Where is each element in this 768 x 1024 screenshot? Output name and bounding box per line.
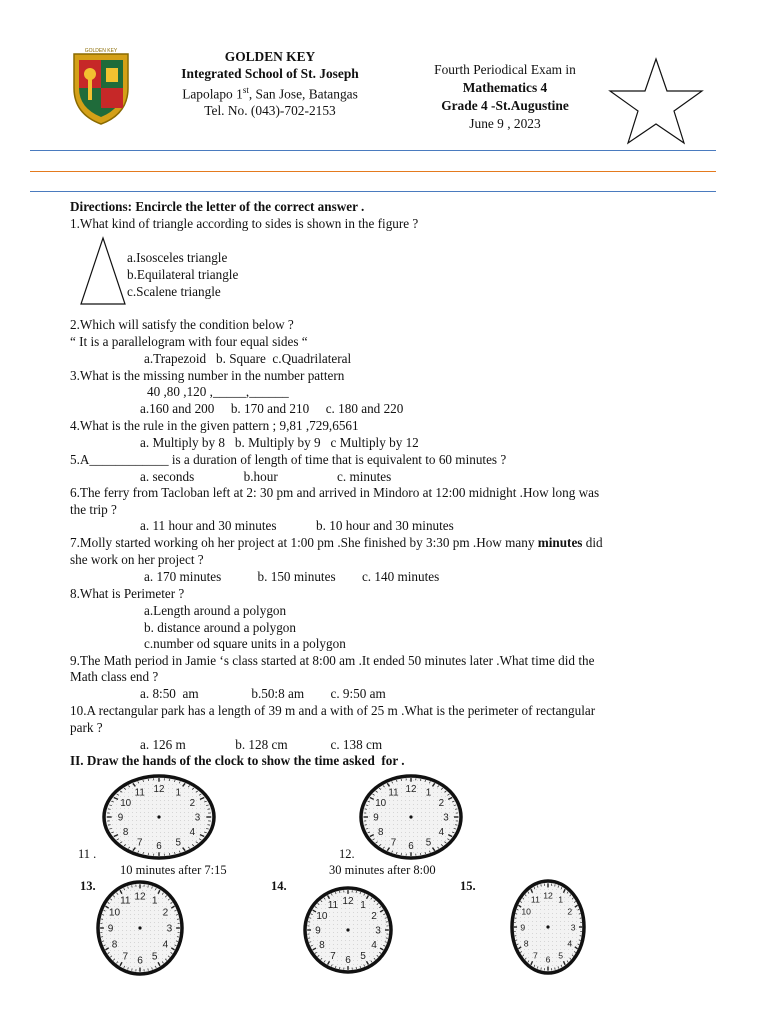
clock-numeral-1: 1 — [360, 900, 366, 912]
clock-numeral-6: 6 — [345, 954, 351, 966]
clock-numeral-3: 3 — [570, 922, 576, 933]
question-10-cont: park ? — [70, 720, 103, 735]
clock-numeral-1: 1 — [558, 894, 563, 905]
clock-face-11[interactable] — [100, 772, 218, 862]
clock-face-13[interactable] — [94, 878, 186, 978]
clock-numeral-9: 9 — [117, 812, 124, 824]
logo-text: GOLDEN KEY — [84, 48, 118, 54]
clock-numeral-4: 4 — [189, 826, 196, 838]
question-10: 10.A rectangular park has a length of 39 m and a with of 25 m .What is the perimeter of rectangular — [70, 703, 596, 718]
clock-numeral-8: 8 — [523, 938, 529, 949]
clock-numeral-10: 10 — [375, 798, 387, 810]
clock-numeral-7: 7 — [330, 950, 336, 962]
q2-choices: a.Trapezoid b. Square c.Quadrilateral — [144, 351, 352, 366]
clock-numeral-2: 2 — [438, 798, 445, 810]
clock-numeral-8: 8 — [377, 826, 384, 838]
clock-numeral-5: 5 — [558, 950, 563, 961]
clock-numeral-6: 6 — [156, 841, 162, 853]
clock-numeral-10: 10 — [108, 907, 121, 919]
clock-numeral-6: 6 — [545, 954, 551, 965]
clock-numeral-7: 7 — [137, 837, 143, 849]
question-4: 4.What is the rule in the given pattern ; 9,81 ,729,6561 — [70, 418, 359, 433]
clock-numeral-3: 3 — [166, 923, 173, 935]
question-3: 3.What is the missing number in the number pattern — [70, 368, 345, 383]
question-9-cont: Math class end ? — [70, 669, 159, 684]
rule-line-blue-bottom — [30, 191, 716, 192]
question-6: 6.The ferry from Tacloban left at 2: 30 pm and arrived in Mindoro at 12:00 midnight .How long was — [70, 485, 600, 500]
clock-center-dot — [346, 928, 349, 931]
q1-choice-b: b.Equilateral triangle — [127, 267, 239, 282]
question-2: 2.Which will satisfy the condition below ? — [70, 317, 294, 332]
school-logo — [70, 48, 132, 126]
clock-number-14: 14. — [271, 879, 287, 893]
clock-numeral-5: 5 — [151, 951, 158, 963]
clock-numeral-10: 10 — [120, 798, 132, 810]
q4-choices: a. Multiply by 8 b. Multiply by 9 c Multiply by 12 — [140, 435, 419, 450]
q5-choices: a. seconds b.hour c. minutes — [140, 469, 392, 484]
exam-date: June 9 , 2023 — [469, 116, 541, 131]
clock-numeral-2: 2 — [371, 910, 377, 922]
clock-numeral-11: 11 — [134, 787, 145, 799]
school-subtitle: Integrated School of St. Joseph — [181, 66, 359, 81]
school-phone: Tel. No. (043)-702-2153 — [204, 103, 336, 119]
clock-numeral-4: 4 — [371, 940, 377, 952]
clock-numeral-2: 2 — [567, 906, 573, 917]
clock-numeral-1: 1 — [175, 787, 181, 799]
q7-pre: 7.Molly started working oh her project at 1:00 pm .She finished by 3:30 pm .How many — [70, 535, 538, 550]
clock-numeral-5: 5 — [425, 837, 432, 849]
clock-numeral-11: 11 — [388, 787, 399, 799]
clock-numeral-12: 12 — [342, 896, 354, 908]
exam-subject: Mathematics 4 — [462, 80, 548, 95]
q1-choice-c: c.Scalene triangle — [127, 284, 221, 299]
clock-numeral-10: 10 — [316, 910, 328, 922]
triangle-figure — [79, 236, 127, 306]
exam-title: Fourth Periodical Exam in — [434, 62, 576, 77]
question-1: 1.What kind of triangle according to sides is shown in the figure ? — [70, 216, 419, 231]
q7-post: did — [582, 535, 603, 550]
clock-center-dot — [138, 926, 141, 929]
clock-face-14[interactable] — [301, 884, 395, 976]
clock-numeral-1: 1 — [425, 787, 432, 799]
clock-numeral-7: 7 — [533, 950, 538, 961]
address-pre: Lapolapo 1 — [182, 86, 243, 102]
school-info — [140, 48, 400, 119]
clock-numeral-7: 7 — [390, 837, 397, 849]
clock-numeral-5: 5 — [175, 837, 181, 849]
clock-center-dot — [157, 815, 160, 818]
question-8: 8.What is Perimeter ? — [70, 586, 185, 601]
q7-choices: a. 170 minutes b. 150 minutes c. 140 minutes — [144, 569, 440, 584]
clock-numeral-12: 12 — [405, 783, 417, 795]
q8-choice-b: b. distance around a polygon — [144, 620, 296, 635]
section-2-title: II. Draw the hands of the clock to show the time asked for . — [70, 753, 405, 768]
clock-numeral-4: 4 — [567, 938, 573, 949]
school-name: GOLDEN KEY — [224, 49, 316, 64]
clock-numeral-12: 12 — [153, 783, 165, 795]
clock-number-15: 15. — [460, 879, 476, 893]
q8-choice-c: c.number od square units in a polygon — [144, 636, 346, 651]
clock-numeral-12: 12 — [134, 891, 146, 903]
clock-number-13: 13. — [80, 879, 96, 893]
clock-caption-12: 30 minutes after 8:00 — [329, 863, 436, 877]
clock-numeral-4: 4 — [162, 939, 169, 951]
clock-number-12: 12. — [339, 847, 355, 861]
question-5: 5.A____________ is a duration of length of time that is equivalent to 60 minutes ? — [70, 452, 507, 467]
q8-choice-a: a.Length around a polygon — [144, 603, 287, 618]
clock-numeral-3: 3 — [375, 925, 381, 937]
question-9: 9.The Math period in Jamie ‘s class started at 8:00 am .It ended 50 minutes later .What time did the — [70, 653, 595, 668]
clock-numeral-12: 12 — [543, 890, 553, 901]
question-6-cont: the trip ? — [70, 502, 117, 517]
clock-numeral-8: 8 — [319, 940, 325, 952]
clock-face-15[interactable] — [508, 877, 588, 977]
q3-choices: a.160 and 200 b. 170 and 210 c. 180 and 220 — [140, 401, 404, 416]
address-sup: st — [242, 85, 249, 95]
q7-bold: minutes — [537, 535, 583, 550]
q2-quote: “ It is a parallelogram with four equal sides “ — [70, 334, 308, 349]
clock-numeral-4: 4 — [438, 826, 445, 838]
clock-numeral-10: 10 — [521, 906, 531, 917]
rule-line-orange — [30, 171, 716, 172]
q1-choice-a: a.Isosceles triangle — [127, 250, 228, 265]
clock-numeral-3: 3 — [194, 812, 201, 824]
clock-numeral-5: 5 — [360, 950, 366, 962]
clock-numeral-8: 8 — [122, 826, 129, 838]
clock-numeral-9: 9 — [315, 925, 321, 937]
clock-numeral-9: 9 — [520, 922, 526, 933]
exam-info — [405, 61, 605, 133]
clock-numeral-11: 11 — [327, 900, 339, 912]
clock-number-11: 11 . — [78, 847, 97, 861]
school-address — [140, 82, 400, 102]
clock-numeral-1: 1 — [151, 895, 158, 907]
clock-caption-11: 10 minutes after 7:15 — [120, 863, 227, 877]
clock-numeral-11: 11 — [530, 894, 540, 905]
q3-pattern: 40 ,80 ,120 ,_____,______ — [147, 384, 289, 399]
question-7-cont: she work on her project ? — [70, 552, 204, 567]
clock-numeral-7: 7 — [122, 951, 129, 963]
q6-choices: a. 11 hour and 30 minutes b. 10 hour and 30 minutes — [140, 518, 454, 533]
q9-choices: a. 8:50 am b.50:8 am c. 9:50 am — [140, 686, 386, 701]
address-post: , San Jose, Batangas — [248, 86, 358, 102]
clock-numeral-2: 2 — [162, 907, 169, 919]
q10-choices: a. 126 m b. 128 cm c. 138 cm — [140, 737, 383, 752]
clock-numeral-9: 9 — [373, 812, 379, 824]
clock-numeral-2: 2 — [189, 798, 196, 810]
star-score-box — [607, 56, 705, 146]
clock-numeral-9: 9 — [107, 923, 114, 935]
question-7 — [70, 535, 603, 551]
clock-numeral-6: 6 — [408, 841, 414, 853]
clock-numeral-8: 8 — [111, 939, 118, 951]
rule-line-blue-top — [30, 150, 716, 151]
clock-numeral-11: 11 — [120, 895, 131, 907]
clock-center-dot — [409, 815, 412, 818]
clock-face-12[interactable] — [357, 772, 465, 862]
clock-center-dot — [546, 925, 549, 928]
exam-grade: Grade 4 -St.Augustine — [441, 98, 569, 113]
clock-numeral-6: 6 — [137, 955, 143, 967]
clock-numeral-3: 3 — [443, 812, 449, 824]
directions: Directions: Encircle the letter of the correct answer . — [70, 199, 365, 214]
